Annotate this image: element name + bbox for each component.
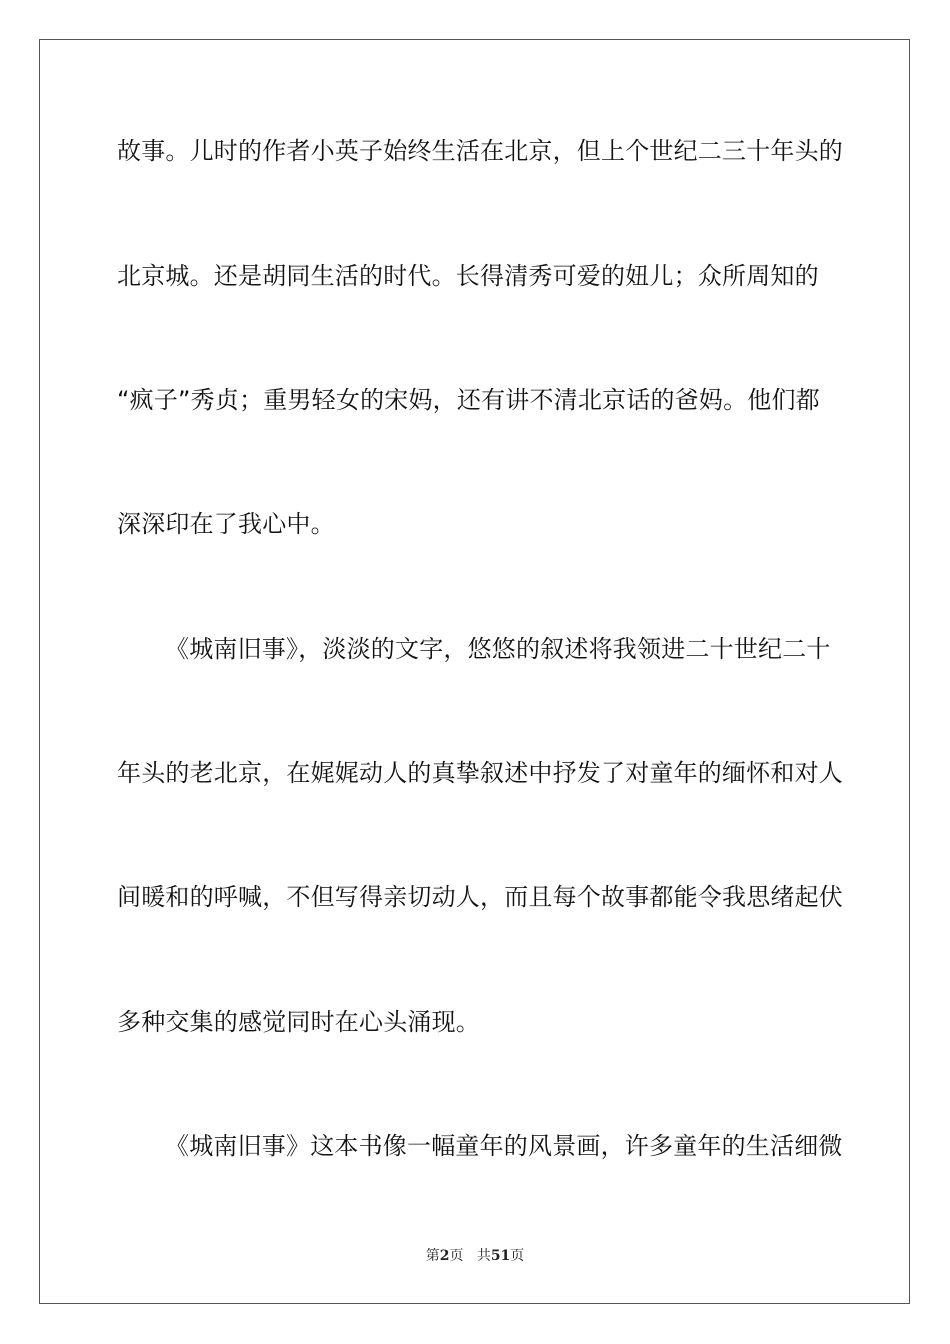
footer-total-suffix: 页 [510,1248,525,1264]
text-line-9: 《城南旧事》这本书像一幅童年的风景画，许多童年的生活细微 [165,1132,843,1160]
footer-page-suffix: 页 [449,1248,464,1264]
footer-page-prefix: 第 [425,1248,440,1264]
text-line-4: 深深印在了我心中。 [117,510,335,538]
footer-total-prefix: 共 [476,1248,491,1264]
footer-total-pages: 51 [490,1248,511,1264]
page-border [39,39,910,1304]
text-line-6: 年头的老北京，在娓娓动人的真挚叙述中抒发了对童年的缅怀和对人 [117,759,843,787]
footer-page-number: 2 [439,1248,450,1264]
page-footer [0,1246,950,1266]
text-line-3: “疯子”秀贞；重男轻女的宋妈，还有讲不清北京话的爸妈。他们都 [117,386,820,414]
text-line-7: 间暖和的呼喊，不但写得亲切动人，而且每个故事都能令我思绪起伏 [117,883,843,911]
text-line-8: 多种交集的感觉同时在心头涌现。 [117,1008,480,1036]
text-line-5: 《城南旧事》，淡淡的文字，悠悠的叙述将我领进二十世纪二十 [165,635,831,663]
text-line-2: 北京城。还是胡同生活的时代。长得清秀可爱的妞儿；众所周知的 [117,262,819,290]
text-line-1: 故事。儿时的作者小英子始终生活在北京，但上个世纪二三十年头的 [117,137,843,165]
